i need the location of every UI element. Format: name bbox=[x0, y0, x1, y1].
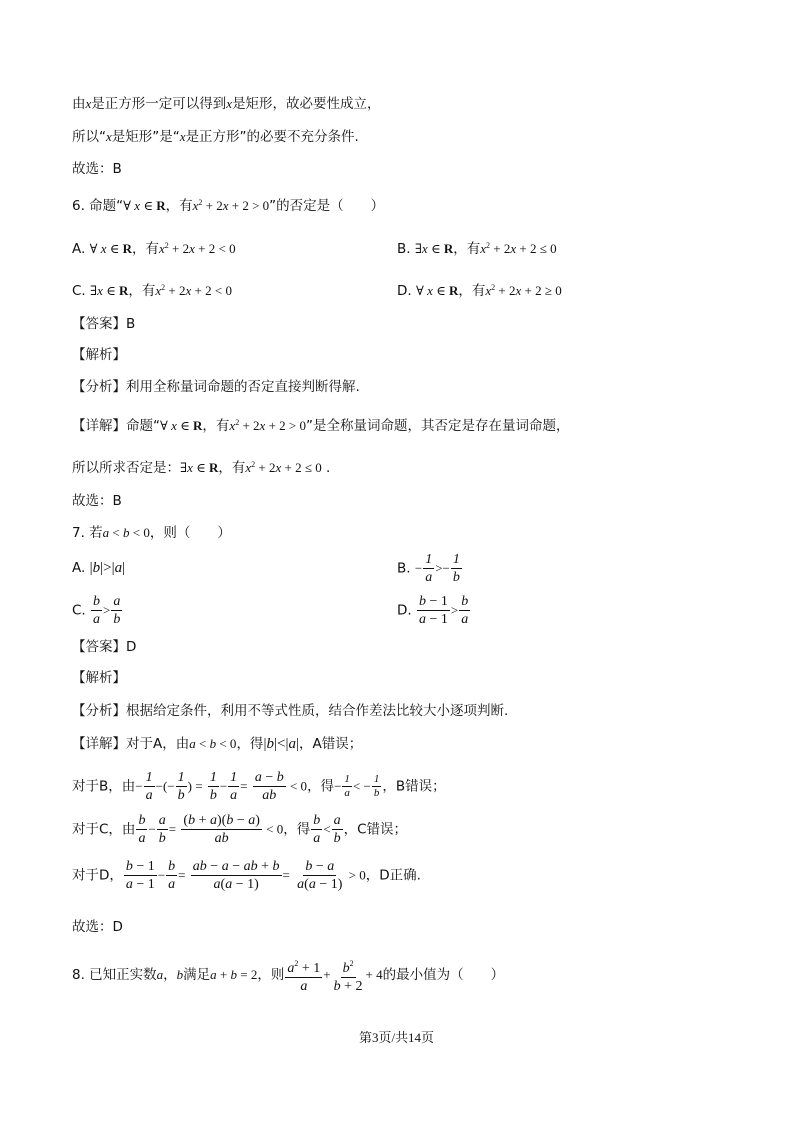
q7-choose: 故选：D bbox=[72, 919, 123, 935]
q6-fenxi: 【分析】利用全称量词命题的否定直接判断得解. bbox=[72, 379, 360, 395]
q6-option-d: D. ∀ x ∈ R，有$x^2 + 2x + 2 \ge 0$ bbox=[397, 283, 562, 299]
page-footer: 第3页/共14页 bbox=[358, 1030, 435, 1045]
q7-answer: 【答案】D bbox=[72, 639, 137, 655]
q7-option-c: C. $\frac{b}{a}$ > $\frac{a}{b}$ bbox=[72, 594, 121, 627]
q6-option-c: C. ∃x ∈ R，有$x^2 + 2x + 2 < 0$ bbox=[72, 283, 232, 299]
q7-analysis-tag: 【解析】 bbox=[72, 670, 126, 686]
q7-detail-a: 【详解】对于A，由a < b < 0，得|b|<|a|，A错误； bbox=[72, 736, 363, 752]
question-7-stem: 7. 若a < b < 0，则（ ） bbox=[72, 525, 231, 541]
q6-detail-2: 所以所求否定是：∃x ∈ R，有$x^2 + 2x + 2 \le 0$ . bbox=[72, 460, 331, 476]
q6-choose: 故选：B bbox=[72, 493, 122, 509]
q6-analysis-tag: 【解析】 bbox=[72, 347, 126, 363]
q6-option-b: B. ∃x ∈ R，有$x^2 + 2x + 2 \le 0$ bbox=[397, 241, 557, 257]
q6-answer: 【答案】B bbox=[72, 316, 136, 332]
text-line: 所以“x是矩形”是“x是正方形”的必要不充分条件. bbox=[72, 129, 359, 145]
q7-detail-d: 对于D， $\frac{b - 1}{a - 1}$ − $\frac{b}{a}$ = $\frac{ab - a - ab + b}{a(a - 1)}$ = $\frac{b - a}{a(a - 1)}$ > 0，D正确. bbox=[72, 859, 421, 892]
q7-option-a: A. |b|>|a| bbox=[72, 560, 126, 576]
q6-detail: 【详解】命题“∀ x ∈ R，有$x^2 + 2x + 2 > 0$”是全称量词命题，其否定是存在量词命题， bbox=[72, 418, 570, 434]
q6-option-a: A. ∀ x ∈ R，有$x^2 + 2x + 2 < 0$ bbox=[72, 241, 236, 257]
text-line: 由x是正方形一定可以得到x是矩形，故必要性成立， bbox=[72, 96, 381, 112]
question-8-stem: 8. 已知正实数a，b满足a + b = 2，则 $\frac{a^2 + 1}{a}$ + $\frac{b^2}{b + 2}$ + 4的最小值为（ ） bbox=[72, 955, 504, 995]
choose-line: 故选：B bbox=[72, 161, 122, 177]
q7-detail-b: 对于B，由− $\frac{1}{a}$ −(− $\frac{1}{b}$ ) = $\frac{1}{b}$ − $\frac{1}{a}$ = $\frac{a - b}{ab}$ < 0，得− $\frac{1}{a}$ < − $\frac{1}{b}$ ，B错误； bbox=[72, 770, 446, 803]
q7-option-b: B. − $\frac{1}{a}$ >− $\frac{1}{b}$ bbox=[397, 552, 460, 585]
q7-fenxi: 【分析】根据给定条件，利用不等式性质，结合作差法比较大小逐项判断. bbox=[72, 703, 509, 719]
question-6-stem: 6. 命题“∀ x ∈ R，有$x^2 + 2x + 2 > 0$”的否定是（ ） bbox=[72, 198, 385, 214]
q7-detail-c: 对于C，由 $\frac{b}{a}$ − $\frac{a}{b}$ = $\frac{(b + a)(b - a)}{ab}$ < 0，得 $\frac{b}{a}$ < $\frac{a}{b}$ ，C错误； bbox=[72, 813, 408, 846]
q7-option-d: D. $\frac{b - 1}{a - 1}$ > $\frac{b}{a}$ bbox=[397, 594, 469, 627]
